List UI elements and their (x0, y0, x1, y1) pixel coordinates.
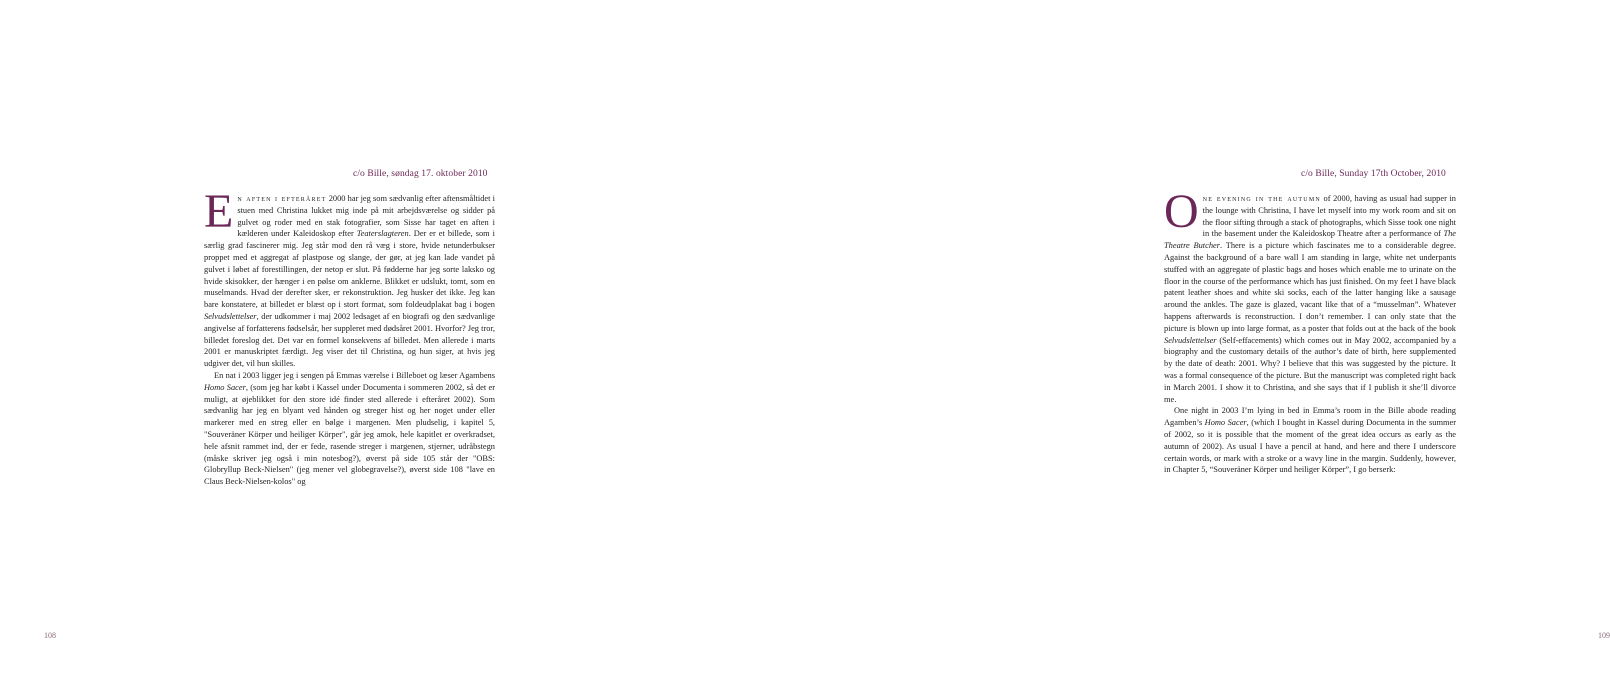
drop-cap: E (204, 185, 234, 238)
title-italic: Homo Sacer (204, 382, 246, 392)
paragraph-2 (1164, 405, 1456, 476)
drop-cap: O (1164, 185, 1199, 238)
left-page (0, 0, 553, 681)
running-header-right: c/o Bille, Sunday 17th October, 2010 (1301, 169, 1446, 179)
text-run: En nat i 2003 ligger jeg i sengen på Emmas værelse i Billeboet og læser Agambens (214, 370, 495, 380)
text-run: , der udkommer i maj 2002 ledsaget af en biografi og den sædvanlige angivelse af forfatterens fødselsår, her suppleret med dødsåret 2001. Hvorfor? Jeg tror, billedet foreslog det. Det var en formel konsekvens af billedet. Men allerede i marts 2001 er manuskriptet færdigt. Jeg viser det til Christina, og hun siger, at hvis jeg udgiver det, vil hun skilles. (204, 311, 495, 369)
text-column-left (204, 185, 495, 488)
text-run: . There is a picture which fascinates me to a considerable degree. Against the background of a bare wall I am standing in large, white net underpants stuffed with an aggregate of plastic bags and hoses which enable me to urinate on the floor in the course of the performance which has just finished. On my feet I have black patent leather shoes and white ski socks, each of the latter hanging like a sausage around the ankles. The gaze is glazed, vacant like that of a “musselman”. Whatever happens afterwards is reconstruction. I don’t remember. I can only state that the picture is blown up into large format, as a poster that folds out at the back of the book (1164, 241, 1456, 333)
page-number-left: 108 (44, 631, 56, 640)
text-run: (Self-effacements) which comes out in May 2002, accompanied by a biography and the customary details of the author’s date of birth, here supplemented by the date of death: 2001. Why? I believe that this was suggested by the picture. It was a formal consequence of the picture. But the manuscript was completed right back in March 2001. I show it to Christina, and she says that if I publish it she’ll divorce me. (1164, 335, 1456, 404)
title-italic: Selvudslettelser (1164, 335, 1217, 345)
paragraph-2 (204, 370, 495, 488)
lead-in: ne evening in the autumn (1202, 194, 1321, 203)
text-run: , (which I bought in Kassel during Documenta in the summer of 2002, so it is possible that the moment of the great idea occurs as early as the autumn of 2002). As usual I have a pencil at hand, and here and there I underscore certain words, or mark with a stroke or a wavy line in the margin. Suddenly, however, in Chapter 5, “Souveräner Körper und heiliger Körper”, I go berserk: (1164, 418, 1456, 475)
running-header-left: c/o Bille, søndag 17. oktober 2010 (353, 169, 488, 179)
lead-in: n aften i efteråret (237, 194, 327, 203)
title-italic: Selvudslettelser (204, 311, 257, 321)
title-italic: The Theatre Butcher (1164, 229, 1456, 251)
text-run: One night in 2003 I’m lying in bed in Emma’s room in the Bille abode reading Agamben’s (1164, 406, 1456, 428)
paragraph-1 (204, 185, 495, 370)
title-italic: Homo Sacer (1204, 418, 1247, 428)
title-italic: Teaterslagteren (356, 229, 409, 239)
text-run: . Der er et billede, som i særlig grad fascinerer mig. Jeg står mod den rå væg i store, hvide netunderbukser proppet med et aggregat af plastpose og slange, der gør, at jeg kan lade vandet på gulvet i løbet af forestillingen, der netop er slut. På fødderne har jeg sorte laksko og hvide skisokker, der hænger i en pølse om anklerne. Blikket er udslukt, tomt, som en muselmands. Hvad der derefter sker, er rekonstruktion. Jeg husker det ikke. Jeg kan bare konstatere, at billedet er blæst op i stort format, som foldeudplakat bag i bogen (204, 229, 495, 310)
page-number-right: 109 (1598, 631, 1610, 640)
text-run: 2000 har jeg som sædvanlig efter aftensmåltidet i stuen med Christina lukket mig inde på mit arbejdsværelse og sidder på gulvet og roder med en stak fotografier, som Sisse har taget en aften i kælderen under Kaleidoskop efter (237, 194, 495, 239)
text-column-right (1164, 185, 1456, 476)
text-run: , (som jeg har købt i Kassel under Documenta i sommeren 2002, så det er muligt, at øjeblikket for den store idé finder sted allerede i efteråret 2002). Som sædvanlig har jeg en blyant ved hånden og streger hist og her noget under eller markerer med en streg eller en bølge i margenen. Men pludselig, i kapitel 5, "Souveräner Körper und heiliger Körper", går jeg amok, hele kapitlet er overkradset, hele afsnit rammet ind, der er fede, rasende streger i margenen, stjerner, udråbstegn (måske skriver jeg også i min notesbog?), øverst på side 105 står der "OBS: Globryllup Beck-Nielsen" (jeg mener vel globegravelse?), øverst side 108 "lave en Claus Beck-Nielsen-kolos" og (204, 382, 495, 487)
text-run: of 2000, having as usual had supper in the lounge with Christina, I have let myself into my work room and sit on the floor sifting through a stack of photographs, which Sisse took one night in the basement under the Kaleidoskop Theatre after a performance of (1202, 194, 1456, 239)
right-page (553, 0, 1610, 681)
paragraph-1 (1164, 185, 1456, 405)
